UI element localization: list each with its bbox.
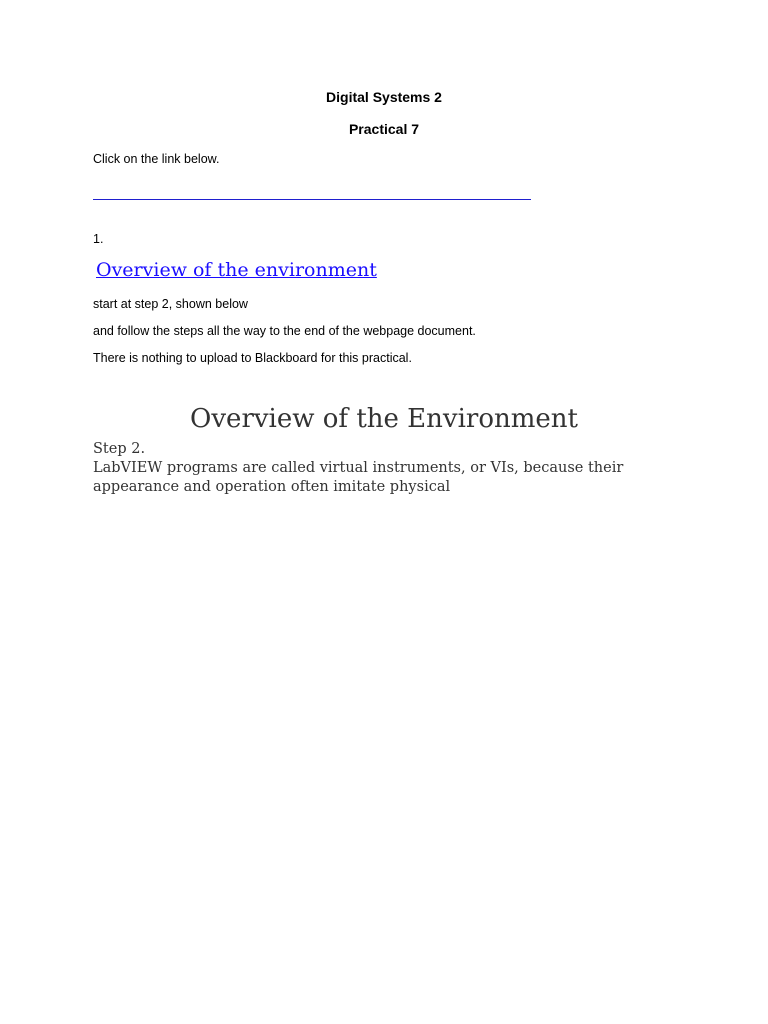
instruction-text: Click on the link below. <box>93 152 220 166</box>
excerpt-heading: Overview of the Environment <box>190 404 578 434</box>
overview-link[interactable]: Overview of the environment <box>96 259 377 281</box>
list-number: 1. <box>93 232 104 246</box>
document-title: Digital Systems 2 <box>326 89 442 105</box>
horizontal-rule <box>93 199 531 200</box>
instruction-line-2: and follow the steps all the way to the end of the webpage document. <box>93 324 476 338</box>
excerpt-paragraph-line-2: appearance and operation often imitate physical <box>93 479 451 495</box>
instruction-line-3: There is nothing to upload to Blackboard for this practical. <box>93 351 412 365</box>
excerpt-paragraph-line-1: LabVIEW programs are called virtual instruments, or VIs, because their <box>93 460 624 476</box>
instruction-line-1: start at step 2, shown below <box>93 297 248 311</box>
document-subtitle: Practical 7 <box>348 121 420 137</box>
excerpt-step-label: Step 2. <box>93 441 146 457</box>
